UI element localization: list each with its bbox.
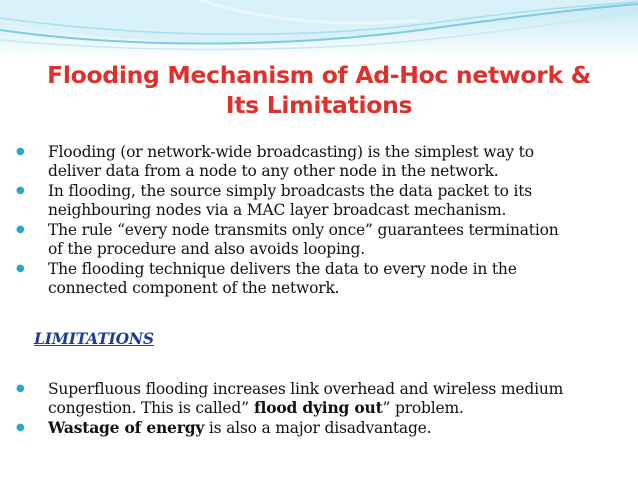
limitation-line — [48, 399, 624, 418]
bullet-item — [14, 260, 624, 297]
limitation-item — [14, 419, 624, 438]
bullet-line: deliver data from a node to any other node in the network. — [48, 161, 499, 180]
bullet-icon: ● — [16, 383, 25, 394]
limitation-text: congestion. This is called” — [48, 398, 249, 417]
slide-title-line2: Its Limitations — [225, 91, 413, 119]
bullet-icon: ● — [16, 146, 25, 157]
bullet-line: The flooding technique delivers the data to every node in the — [48, 260, 517, 278]
limitation-text: is also a major disadvantage. — [204, 419, 432, 437]
limitations-heading: LIMITATIONS — [34, 329, 154, 348]
bullet-line: The rule “every node transmits only once” guarantees termination — [48, 221, 559, 239]
bullet-line: Flooding (or network-wide broadcasting) is the simplest way to — [48, 143, 534, 161]
bullet-list — [14, 143, 624, 299]
bullet-item — [14, 143, 624, 180]
bullet-line: neighbouring nodes via a MAC layer broadcast mechanism. — [48, 200, 507, 219]
bullet-item — [14, 182, 624, 219]
limitation-item — [14, 380, 624, 417]
bullet-line: connected component of the network. — [48, 278, 340, 297]
bullet-icon: ● — [16, 422, 25, 433]
wave-decoration — [0, 0, 638, 60]
bullet-icon: ● — [16, 263, 25, 274]
limitations-list — [14, 380, 624, 440]
limitation-line: Superfluous flooding increases link overhead and wireless medium — [48, 380, 564, 398]
bullet-line: In flooding, the source simply broadcasts the data packet to its — [48, 182, 533, 200]
limitation-text: ” problem. — [382, 398, 464, 417]
limitation-bold-term: Wastage of energy — [48, 418, 205, 437]
limitation-bold-term: flood dying out — [248, 397, 383, 417]
slide-title — [20, 60, 618, 120]
bullet-icon: ● — [16, 224, 25, 235]
slide-title-line1: Flooding Mechanism of Ad-Hoc network & — [47, 61, 591, 89]
bullet-icon: ● — [16, 185, 25, 196]
bullet-line: of the procedure and also avoids looping. — [48, 239, 365, 258]
bullet-item — [14, 221, 624, 258]
limitation-line — [48, 419, 624, 438]
